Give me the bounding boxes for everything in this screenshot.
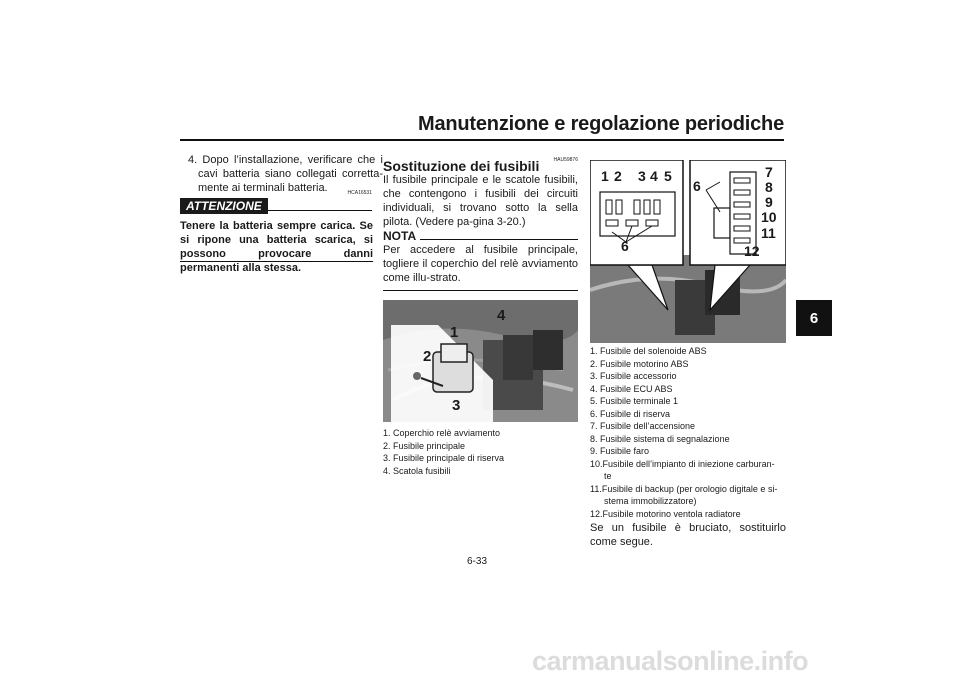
page-number: 6-33: [467, 556, 488, 567]
legend-item: 7. Fusibile dell’accensione: [590, 421, 696, 431]
attention-text: Tenere la batteria sempre carica. Se si ripone una batteria scarica, si possono provocare danni permanenti alla stessa.: [180, 220, 373, 274]
callout-4: 4: [497, 307, 506, 324]
attention-label: ATTENZIONE: [180, 198, 268, 214]
box-label-12: 12: [744, 243, 760, 259]
nota-text: Per accedere al fusibile principale, togliere il coperchio del relè avviamento come illu-strato.: [383, 244, 578, 284]
box-label-7: 7: [765, 164, 773, 180]
legend-item: 10.Fusibile dell’impianto di iniezione carburan-: [590, 458, 775, 469]
box-label-5: 5: [664, 168, 672, 184]
fuse-photo-legend: [383, 427, 578, 477]
closing-text: Se un fusibile è bruciato, sostituirlo come segue.: [590, 522, 786, 548]
fuse-location-illustration: [383, 300, 578, 422]
box-label-9: 9: [765, 194, 773, 210]
chapter-tab[interactable]: 6: [796, 300, 832, 336]
box-label-10: 10: [761, 209, 777, 225]
box-label-6a: 6: [621, 238, 629, 254]
legend-item: 4. Scatola fusibili: [383, 465, 451, 476]
attention-code: HCA16531: [347, 190, 372, 196]
legend-item: 3. Fusibile principale di riserva: [383, 453, 505, 463]
nota-end-rule: [383, 290, 578, 291]
legend-item: 4. Fusibile ECU ABS: [590, 383, 673, 394]
legend-item: 1. Fusibile del solenoide ABS: [590, 346, 707, 356]
watermark: carmanualsonline.info: [532, 646, 809, 676]
legend-item: 6. Fusibile di riserva: [590, 408, 671, 419]
attention-end-rule: [180, 261, 373, 262]
fuse-box-diagram: [590, 160, 786, 343]
legend-item: 1. Coperchio relè avviamento: [383, 428, 501, 438]
fuse-location-photo: [383, 300, 578, 422]
legend-item: 12.Fusibile motorino ventola radiatore: [590, 508, 741, 519]
nota-rule: [420, 239, 578, 240]
callout-3: 3: [452, 397, 461, 414]
section-text: Il fusibile principale e le scatole fusibili, che contengono i fusibili dei circuiti individuali, si trovano sotto la sella pilota. (Vedere pa-gina 3-20.): [383, 174, 578, 228]
step-4-text: 4. Dopo l’installazione, verificare che i cavi batteria siano collegati corretta-mente ai terminali batteria.: [188, 154, 383, 194]
page-title: Manutenzione e regolazione periodiche: [418, 113, 784, 135]
box-label-1: 1: [601, 168, 609, 184]
attention-rule: [268, 210, 372, 211]
header-rule: [180, 139, 784, 141]
legend-item: 2. Fusibile motorino ABS: [590, 358, 689, 369]
callout-2: 2: [423, 348, 432, 365]
box-label-4: 4: [650, 168, 658, 184]
box-label-2: 2: [614, 168, 622, 184]
box-label-6b: 6: [693, 178, 701, 194]
section-title: Sostituzione dei fusibili: [383, 158, 540, 174]
section-code: HAU59876: [553, 157, 578, 163]
box-label-11: 11: [761, 225, 776, 241]
legend-item: 11.Fusibile di backup (per orologio digitale e si-: [590, 483, 778, 494]
fuse-box-legend: [590, 345, 786, 520]
legend-item: 2. Fusibile principale: [383, 440, 466, 451]
nota-label: NOTA: [383, 229, 417, 243]
legend-item: 3. Fusibile accessorio: [590, 371, 677, 381]
legend-item: 8. Fusibile sistema di segnalazione: [590, 433, 730, 444]
box-label-3: 3: [638, 168, 646, 184]
legend-item-continued: te: [604, 471, 612, 481]
box-label-8: 8: [765, 179, 773, 195]
legend-item-continued: stema immobilizzatore): [604, 496, 697, 506]
callout-1: 1: [450, 324, 459, 341]
legend-item: 9. Fusibile faro: [590, 446, 650, 456]
legend-item: 5. Fusibile terminale 1: [590, 396, 679, 406]
